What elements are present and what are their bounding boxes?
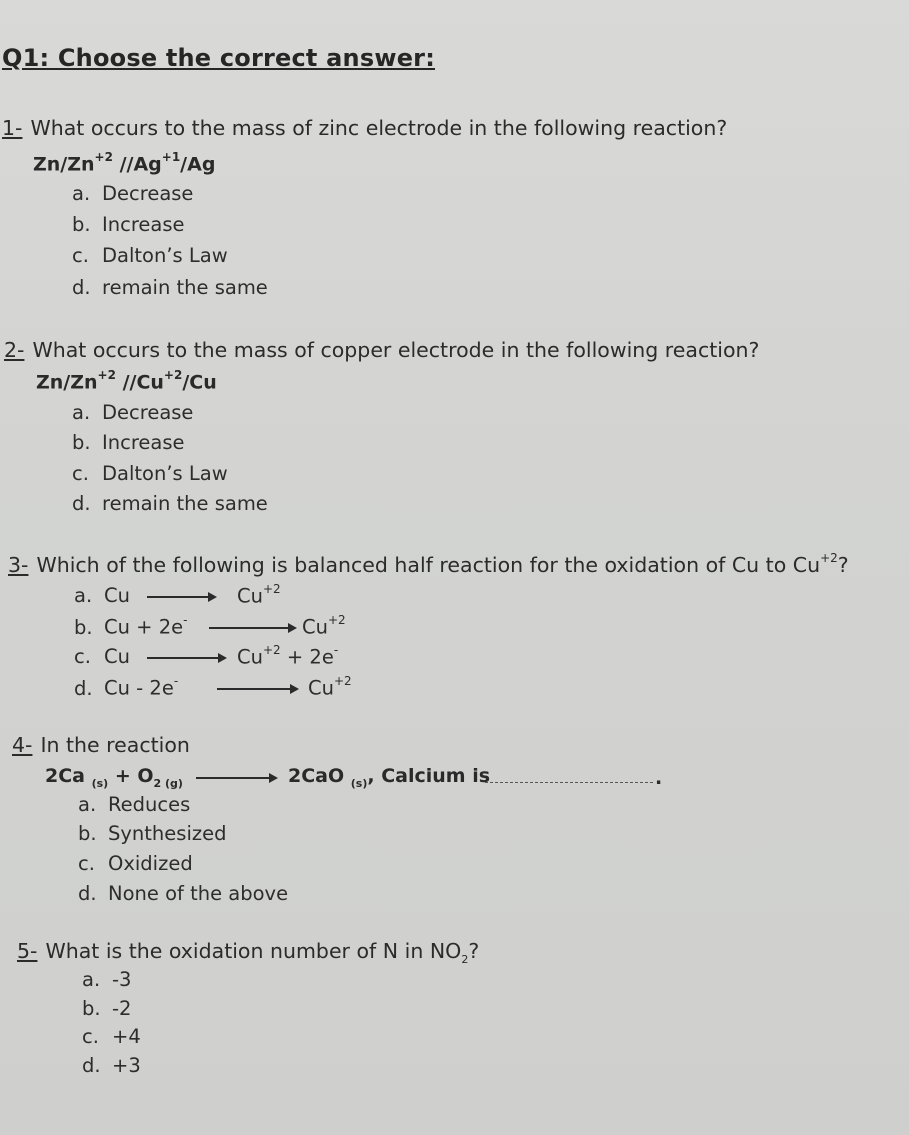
question-5: 5- What is the oxidation number of N in $NO_2$? [17, 939, 480, 967]
option-3b[interactable]: b. Cu + 2e- [74, 613, 188, 639]
cell-notation-2: $Zn/Zn^{+2}$ $//Cu^{+2}/Cu$ [36, 368, 217, 394]
option-4b[interactable]: b. Synthesized [78, 822, 227, 845]
option-3d-product: $Cu^{+2}$ [308, 674, 352, 700]
question-1 [2, 116, 727, 140]
question-number: 3- [8, 553, 29, 577]
question-text: What is the oxidation number of N in NO [45, 939, 462, 963]
question-2 [4, 338, 759, 362]
question-text: In the reaction [40, 733, 190, 757]
question-4 [12, 733, 190, 757]
question-number: 2- [4, 338, 25, 362]
option-4c[interactable]: c. Oxidized [78, 852, 193, 875]
option-5b[interactable]: b. -2 [82, 997, 132, 1020]
option-2c[interactable]: c. Dalton’s Law [72, 462, 228, 485]
option-3a[interactable]: a. Cu [74, 584, 130, 607]
reaction-arrow [196, 777, 272, 779]
option-2d[interactable]: d. remain the same [72, 492, 268, 515]
blank-end: . [655, 767, 663, 789]
answer-blank[interactable] [485, 782, 653, 783]
reaction-equation-right: 2CaO $_{(s)}$, Calcium is [288, 765, 491, 790]
question-3: 3- Which of the following is balanced half reaction for the oxidation of Cu to $Cu^{+2}$? [8, 551, 849, 577]
reaction-arrow [147, 596, 211, 598]
question-number: 4- [12, 733, 33, 757]
option-3c-product: $Cu^{+2} + 2e^-$ [237, 643, 339, 669]
option-1b[interactable]: b. Increase [72, 213, 185, 236]
option-4a[interactable]: a. Reduces [78, 793, 191, 816]
option-3d[interactable]: d. Cu - 2e- [74, 674, 179, 700]
option-1d[interactable]: d. remain the same [72, 276, 268, 299]
question-number: 1- [2, 116, 23, 140]
option-3a-product: $Cu^{+2}$ [237, 582, 281, 608]
option-3c[interactable]: c. Cu [74, 645, 130, 668]
reaction-arrow [217, 688, 293, 690]
option-2b[interactable]: b. Increase [72, 431, 185, 454]
question-number: 5- [17, 939, 38, 963]
reaction-equation-left: 2Ca $_{(s)} + O_2$ $_{(g)}$ [45, 765, 183, 790]
cell-notation-1: $Zn/Zn^{+2}$ $//Ag^{+1}/Ag$ [33, 150, 216, 176]
reaction-arrow [147, 657, 221, 659]
question-text: Which of the following is balanced half reaction for the oxidation of Cu to Cu [36, 553, 821, 577]
option-5a[interactable]: a. -3 [82, 968, 132, 991]
option-5c[interactable]: c. +4 [82, 1025, 141, 1048]
option-4d[interactable]: d. None of the above [78, 882, 289, 905]
question-text: What occurs to the mass of zinc electrode in the following reaction? [30, 116, 728, 140]
option-1a[interactable]: a. Decrease [72, 182, 194, 205]
page-title: Q1: Choose the correct answer: [2, 44, 436, 72]
question-text: What occurs to the mass of copper electrode in the following reaction? [32, 338, 760, 362]
option-3b-product: $Cu^{+2}$ [302, 613, 346, 639]
option-1c[interactable]: c. Dalton’s Law [72, 244, 228, 267]
reaction-arrow [209, 627, 291, 629]
option-2a[interactable]: a. Decrease [72, 401, 194, 424]
option-5d[interactable]: d. +3 [82, 1054, 141, 1077]
